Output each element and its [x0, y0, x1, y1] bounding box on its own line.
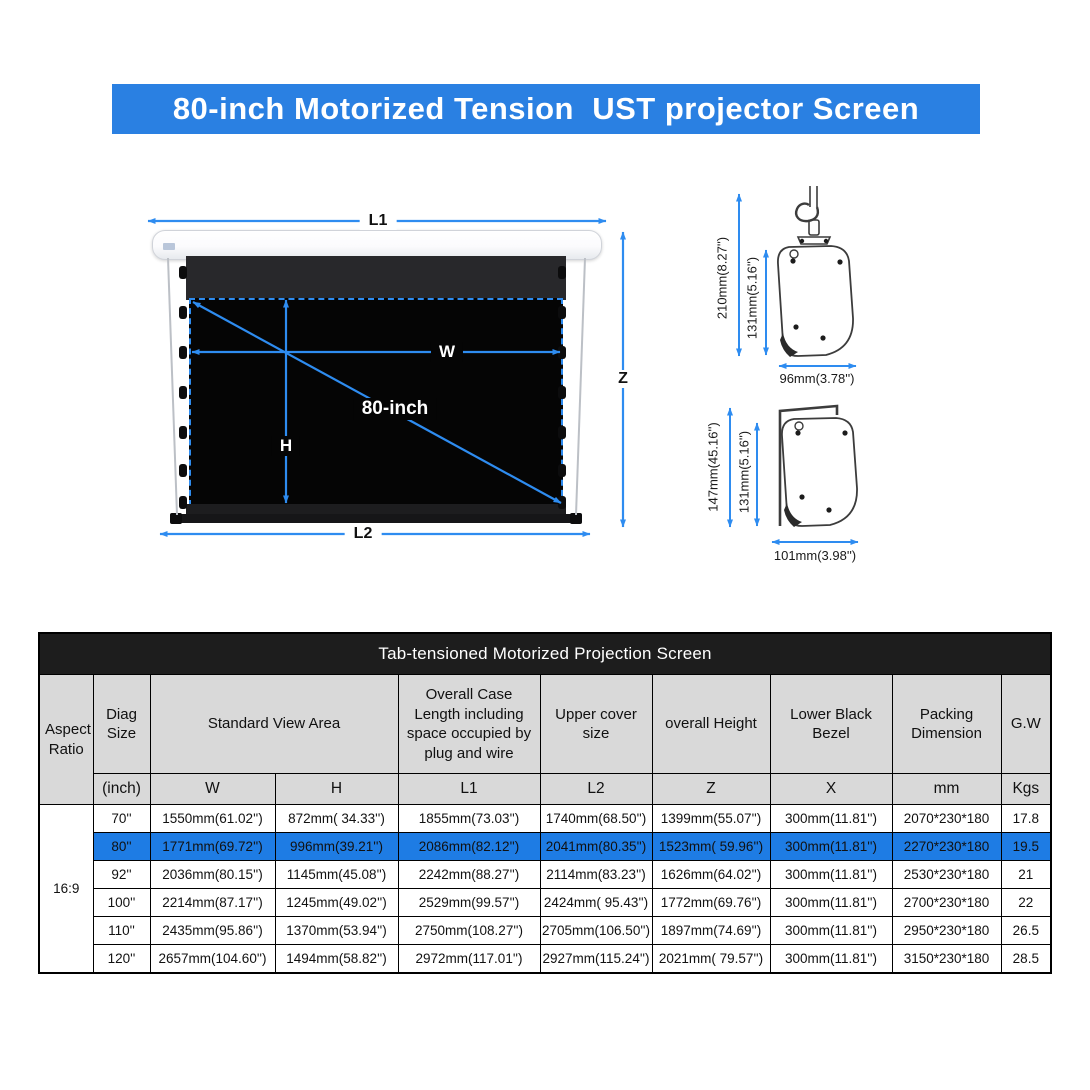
- cell-l2: 2705mm(106.50''): [540, 917, 652, 945]
- cell-x: 300mm(11.81''): [770, 889, 892, 917]
- dim-label-h: H: [272, 436, 300, 456]
- case-ring: [790, 250, 798, 258]
- dim-147mm: 147mm(45.16''): [705, 422, 721, 512]
- cell-l2: 2041mm(80.35''): [540, 833, 652, 861]
- cell-x: 300mm(11.81''): [770, 861, 892, 889]
- case-outline: [778, 246, 853, 356]
- tension-tab: [179, 496, 187, 509]
- cell-x: 300mm(11.81''): [770, 917, 892, 945]
- cell-diag: 110'': [93, 917, 150, 945]
- table-row: [39, 861, 1051, 889]
- table-title: Tab-tensioned Motorized Projection Screen: [39, 633, 1051, 675]
- tension-tab: [179, 426, 187, 439]
- cell-packing: 2950*230*180: [892, 917, 1001, 945]
- weight-bar: [172, 514, 580, 523]
- case-screws: [790, 258, 842, 340]
- tension-tab: [558, 426, 566, 439]
- cell-packing: 2700*230*180: [892, 889, 1001, 917]
- unit-kgs: Kgs: [1001, 774, 1051, 805]
- side-view-diagrams: [690, 180, 980, 575]
- case-outline: [782, 418, 857, 526]
- cell-packing: 2270*230*180: [892, 833, 1001, 861]
- cell-packing: 3150*230*180: [892, 945, 1001, 974]
- cell-l2: 2424mm( 95.43''): [540, 889, 652, 917]
- dim-131mm-bottom: 131mm(5.16''): [736, 430, 752, 514]
- table-row-highlighted: [39, 833, 1051, 861]
- tension-tab: [179, 386, 187, 399]
- dim-label-l2: L2: [345, 525, 382, 543]
- unit-inch: (inch): [93, 774, 150, 805]
- dim-101mm: 101mm(3.98''): [773, 548, 857, 563]
- cell-z: 1399mm(55.07''): [652, 805, 770, 833]
- cell-l1: 2972mm(117.01''): [398, 945, 540, 974]
- dim-131mm-top: 131mm(5.16''): [744, 256, 760, 340]
- col-header-upper-cover: Upper cover size: [540, 675, 652, 774]
- unit-x: X: [770, 774, 892, 805]
- unit-l1: L1: [398, 774, 540, 805]
- cell-w: 2435mm(95.86''): [150, 917, 275, 945]
- unit-z: Z: [652, 774, 770, 805]
- hook-icon: [796, 186, 830, 244]
- spec-table: [38, 632, 1052, 974]
- cell-z: 1523mm( 59.96''): [652, 833, 770, 861]
- tension-tab: [558, 266, 566, 279]
- page-title: 80-inch Motorized Tension UST projector Screen: [172, 91, 920, 126]
- cell-w: 1771mm(69.72''): [150, 833, 275, 861]
- cell-diag: 100'': [93, 889, 150, 917]
- case-logo: [163, 243, 175, 250]
- screen-top-drop: [186, 256, 566, 300]
- cell-h: 996mm(39.21''): [275, 833, 398, 861]
- tension-tab: [558, 496, 566, 509]
- cell-packing: 2530*230*180: [892, 861, 1001, 889]
- table-row: [39, 945, 1051, 974]
- cell-l1: 2529mm(99.57''): [398, 889, 540, 917]
- unit-l2: L2: [540, 774, 652, 805]
- cell-packing: 2070*230*180: [892, 805, 1001, 833]
- tension-tab: [558, 386, 566, 399]
- col-header-lower-bezel: Lower Black Bezel: [770, 675, 892, 774]
- cell-z: 2021mm( 79.57''): [652, 945, 770, 974]
- dim-label-l1: L1: [360, 212, 397, 230]
- col-header-case-length: Overall Case Length including space occupied by plug and wire: [398, 675, 540, 774]
- cell-h: 1245mm(49.02''): [275, 889, 398, 917]
- col-header-aspect-ratio: Aspect Ratio: [39, 675, 93, 805]
- cell-h: 1370mm(53.94''): [275, 917, 398, 945]
- cell-x: 300mm(11.81''): [770, 833, 892, 861]
- cell-gw: 17.8: [1001, 805, 1051, 833]
- cell-l1: 2242mm(88.27''): [398, 861, 540, 889]
- cell-l2: 1740mm(68.50''): [540, 805, 652, 833]
- case-corner: [780, 333, 798, 357]
- cell-l1: 2086mm(82.12''): [398, 833, 540, 861]
- cell-z: 1626mm(64.02''): [652, 861, 770, 889]
- cell-h: 1494mm(58.82''): [275, 945, 398, 974]
- col-header-gw: G.W: [1001, 675, 1051, 774]
- unit-w: W: [150, 774, 275, 805]
- dim-96mm: 96mm(3.78''): [779, 371, 855, 386]
- tension-tab: [179, 346, 187, 359]
- cell-l1: 1855mm(73.03''): [398, 805, 540, 833]
- cell-w: 2657mm(104.60''): [150, 945, 275, 974]
- cell-w: 2214mm(87.17''): [150, 889, 275, 917]
- table-row: [39, 805, 1051, 833]
- cell-gw: 26.5: [1001, 917, 1051, 945]
- table-row: [39, 889, 1051, 917]
- case-corner: [784, 503, 802, 527]
- cell-h: 1145mm(45.08''): [275, 861, 398, 889]
- tension-tab: [558, 346, 566, 359]
- cell-w: 1550mm(61.02''): [150, 805, 275, 833]
- cell-diag: 70'': [93, 805, 150, 833]
- dim-label-w: W: [431, 342, 463, 362]
- dim-210mm: 210mm(8.27''): [714, 236, 730, 320]
- case-ring: [795, 422, 803, 430]
- cell-h: 872mm( 34.33''): [275, 805, 398, 833]
- dim-label-diagonal: 80-inch: [354, 398, 437, 420]
- cell-gw: 28.5: [1001, 945, 1051, 974]
- case-screws: [795, 430, 847, 512]
- side-view-wall-bracket: [706, 406, 859, 563]
- unit-h: H: [275, 774, 398, 805]
- cell-w: 2036mm(80.15''): [150, 861, 275, 889]
- tension-tab: [179, 266, 187, 279]
- tension-tab: [179, 306, 187, 319]
- cell-l1: 2750mm(108.27''): [398, 917, 540, 945]
- side-view-ceiling-hook: [715, 186, 857, 386]
- cell-z: 1897mm(74.69''): [652, 917, 770, 945]
- tension-tab: [179, 464, 187, 477]
- cell-z: 1772mm(69.76''): [652, 889, 770, 917]
- cell-x: 300mm(11.81''): [770, 805, 892, 833]
- cell-gw: 22: [1001, 889, 1051, 917]
- l-bracket-icon: [780, 406, 837, 526]
- cell-l2: 2114mm(83.23''): [540, 861, 652, 889]
- col-header-diag-size: Diag Size: [93, 675, 150, 774]
- cell-diag: 120'': [93, 945, 150, 974]
- table-row: [39, 917, 1051, 945]
- cell-diag: 92'': [93, 861, 150, 889]
- tension-tab: [558, 464, 566, 477]
- tension-tab: [558, 306, 566, 319]
- unit-mm: mm: [892, 774, 1001, 805]
- title-banner: [112, 84, 980, 134]
- cell-gw: 21: [1001, 861, 1051, 889]
- col-header-packing: Packing Dimension: [892, 675, 1001, 774]
- col-header-view-area: Standard View Area: [150, 675, 398, 774]
- cell-x: 300mm(11.81''): [770, 945, 892, 974]
- cell-gw: 19.5: [1001, 833, 1051, 861]
- aspect-ratio-value: 16:9: [39, 805, 93, 974]
- cell-l2: 2927mm(115.24''): [540, 945, 652, 974]
- dim-label-z: Z: [609, 370, 637, 388]
- col-header-overall-height: overall Height: [652, 675, 770, 774]
- cell-diag: 80'': [93, 833, 150, 861]
